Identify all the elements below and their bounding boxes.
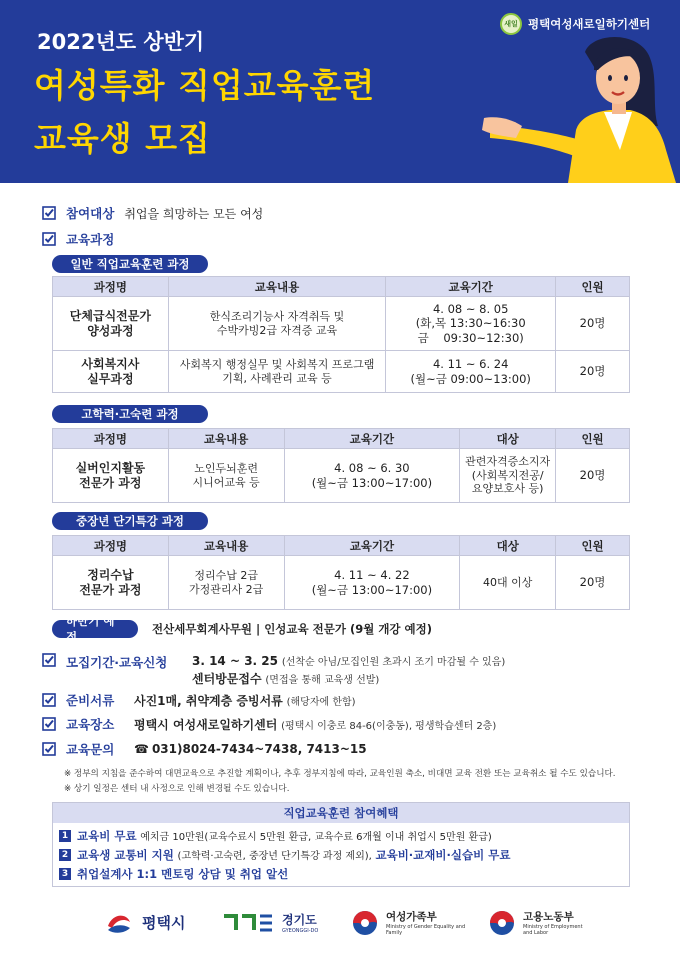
apply-method: 센터방문접수: [192, 672, 262, 686]
checkbox-icon: [42, 693, 56, 707]
pyeongtaek-logo: 평택시: [104, 900, 185, 945]
course-content: 노인두뇌훈련 시니어교육 등: [168, 449, 284, 503]
phone-icon: ☎: [134, 742, 149, 756]
gyeonggi-logo: 경기도 GYEONGGI-DO: [222, 900, 318, 945]
header-title-line2: 교육생 모집: [34, 119, 211, 158]
section1-table: [52, 276, 630, 393]
docs-note: (해당자에 한함): [286, 696, 356, 708]
course-content: 정리수납 2급 가정관리사 2급: [168, 556, 284, 610]
place-row: [42, 715, 496, 733]
table-row: [53, 297, 630, 351]
table-header: 과정명: [53, 536, 169, 556]
section1-title: 일반 직업교육훈련 과정: [52, 255, 208, 273]
course-name: 사회복지사 실무과정: [53, 351, 169, 393]
checkbox-icon: [42, 717, 56, 731]
benefits-box: [52, 802, 630, 887]
section2-table: [52, 428, 630, 503]
table-row: [53, 449, 630, 503]
table-header: 인원: [556, 277, 630, 297]
header-year: 2022년도 상반기: [37, 30, 205, 54]
table-header: 교육기간: [284, 429, 460, 449]
table-header: 과정명: [53, 429, 169, 449]
course-count: 20명: [556, 297, 630, 351]
course-name: 실버인지활동 전문가 과정: [53, 449, 169, 503]
apply-label: 모집기간·교육신청: [66, 655, 168, 670]
course-target: 관련자격증소지자 (사회복지전공/ 요양보호사 등): [460, 449, 556, 503]
second-half-value: 전산세무회계사무원 | 인성교육 전문가 (9월 개강 예정): [152, 622, 433, 636]
apply-period-note: (선착순 아님/모집인원 초과시 조기 마감될 수 있음): [281, 657, 506, 668]
table-header: 대상: [460, 429, 556, 449]
course-content: 사회복지 행정실무 및 사회복지 프로그램 기획, 사례관리 교육 등: [168, 351, 386, 393]
apply-period: 3. 14 ~ 3. 25: [192, 654, 278, 668]
course-period: 4. 11 ~ 4. 22 (월~금 13:00~17:00): [284, 556, 460, 610]
benefit-number: 2: [59, 849, 71, 861]
course-name: 정리수납 전문가 과정: [53, 556, 169, 610]
checkbox-icon: [42, 653, 56, 667]
table-row: [53, 556, 630, 610]
government-emblem-icon: [352, 910, 378, 936]
checkbox-icon: [42, 232, 56, 246]
target-row: [42, 204, 263, 222]
docs-row: [42, 691, 356, 709]
table-header: 인원: [556, 429, 630, 449]
course-target: 40대 이상: [460, 556, 556, 610]
section3-title: 중장년 단기특강 과정: [52, 512, 208, 530]
course-period: 4. 08 ~ 8. 05 (화,목 13:30~16:30 금 09:30~12:30): [386, 297, 556, 351]
contact-label: 교육문의: [66, 742, 115, 757]
org-logo-icon: 새일: [500, 13, 522, 35]
checkbox-icon: [42, 742, 56, 756]
header-banner: [0, 0, 680, 183]
course-count: 20명: [556, 556, 630, 610]
contact-row: [42, 740, 367, 758]
course-count: 20명: [556, 351, 630, 393]
benefit-bold: 교육비 무료: [77, 828, 137, 843]
place-label: 교육장소: [66, 717, 115, 732]
note-1: ※ 정부의 지침을 준수하여 대면교육으로 추진할 계획이나, 추후 정부지침에 따라, 교육인원 축소, 비대면 교육 전환 또는 교육취소 될 수도 있습니다.: [64, 769, 616, 779]
table-header: 교육내용: [168, 277, 386, 297]
header-title-line1: 여성특화 직업교육훈련: [34, 66, 376, 105]
org-name: 평택여성새로일하기센터: [528, 17, 651, 31]
docs-value: 사진1매, 취약계층 증빙서류: [134, 693, 283, 708]
table-header: 교육내용: [168, 536, 284, 556]
benefit-bold: 취업설계사 1:1 멘토링 상담 및 취업 알선: [77, 866, 289, 881]
second-half-label: 하반기 예정: [52, 620, 138, 638]
table-header: 과정명: [53, 277, 169, 297]
courses-row: [42, 230, 124, 248]
place-value: 평택시 여성새로일하기센터: [134, 717, 278, 732]
table-header: 교육기간: [284, 536, 460, 556]
footer-logos: [0, 900, 680, 945]
checkbox-icon: [42, 206, 56, 220]
apply-detail: [192, 653, 505, 687]
benefit-bold2: 교육비·교재비·실습비 무료: [375, 847, 511, 862]
table-header: 교육기간: [386, 277, 556, 297]
benefit-item: [59, 845, 629, 864]
apply-method-note: (면접을 통해 교육생 선발): [265, 675, 380, 686]
pyeongtaek-emblem-icon: [104, 908, 134, 938]
target-value: 취업을 희망하는 모든 여성: [124, 206, 264, 221]
note-2: ※ 상기 일정은 센터 내 사정으로 인해 변경될 수도 있습니다.: [64, 784, 290, 794]
benefit-bold: 교육생 교통비 지원: [77, 847, 174, 862]
benefits-title: 직업교육훈련 참여혜택: [53, 803, 629, 823]
woman-illustration: [480, 30, 680, 183]
section2-title: 고학력·고숙련 과정: [52, 405, 208, 423]
course-content: 한식조리기능사 자격취득 및 수박카빙2급 자격증 교육: [168, 297, 386, 351]
mogef-logo: 여성가족부 Ministry of Gender Equality and Family: [352, 900, 468, 945]
section3-table: [52, 535, 630, 610]
table-header: 대상: [460, 536, 556, 556]
table-row: [53, 351, 630, 393]
course-period: 4. 08 ~ 6. 30 (월~금 13:00~17:00): [284, 449, 460, 503]
table-header: 인원: [556, 536, 630, 556]
courses-label: 교육과정: [66, 232, 115, 247]
course-count: 20명: [556, 449, 630, 503]
benefit-text: 예치금 10만원(교육수료시 5만원 환급, 교육수료 6개월 이내 취업시 5만원 환급): [140, 832, 492, 843]
contact-phone: 031)8024-7434~7438, 7413~15: [151, 742, 367, 756]
benefit-item: [59, 826, 629, 845]
table-header: 교육내용: [168, 429, 284, 449]
moel-logo: 고용노동부 Ministry of Employment and Labor: [489, 900, 593, 945]
benefit-number: 1: [59, 830, 71, 842]
course-name: 단체급식전문가 양성과정: [53, 297, 169, 351]
gyeonggi-emblem-icon: [222, 912, 274, 934]
apply-row: [42, 653, 505, 687]
docs-label: 준비서류: [66, 693, 115, 708]
benefit-text: (고학력·고숙련, 중장년 단기특강 과정 제외),: [177, 851, 372, 862]
government-emblem-icon: [489, 910, 515, 936]
benefit-item: [59, 864, 629, 883]
benefit-number: 3: [59, 868, 71, 880]
course-period: 4. 11 ~ 6. 24 (월~금 09:00~13:00): [386, 351, 556, 393]
place-note: (평택시 이충로 84-6(이충동), 평생학습센터 2층): [281, 720, 497, 732]
target-label: 참여대상: [66, 206, 115, 221]
